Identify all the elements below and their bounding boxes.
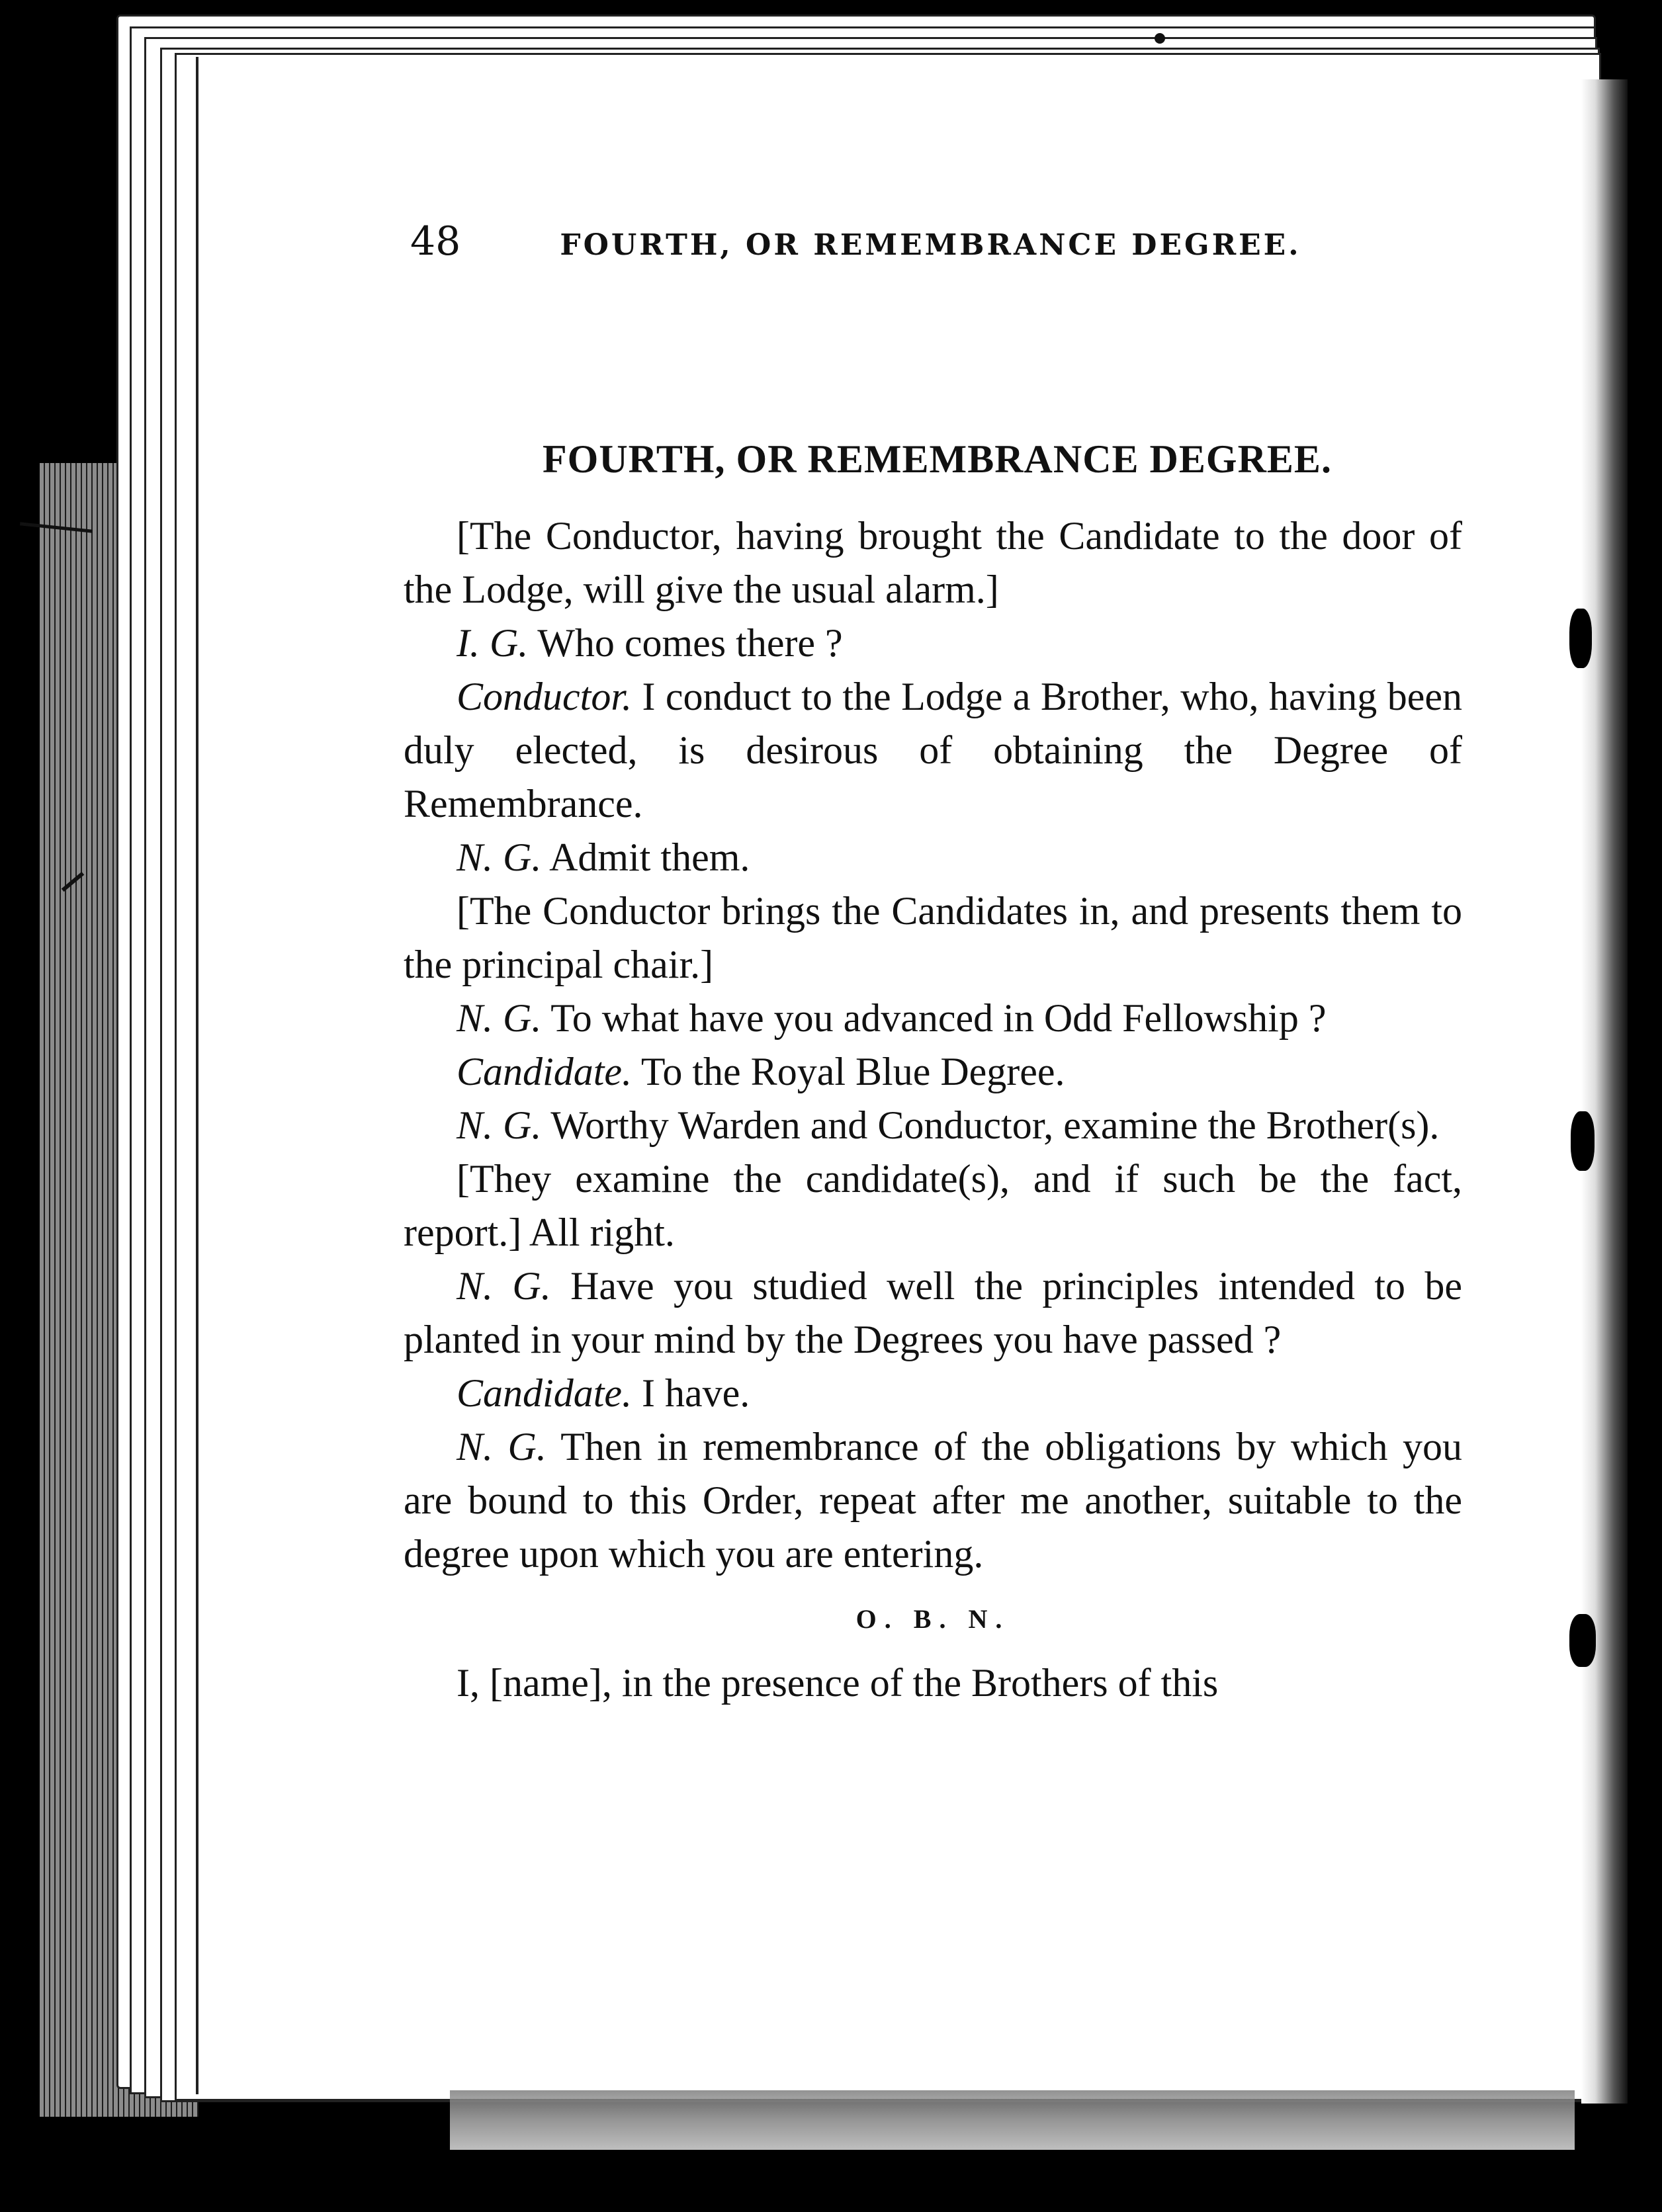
speaker-label: I. G. [457, 621, 529, 665]
binding-mark [1571, 1111, 1595, 1171]
speaker-label: N. G. [457, 835, 542, 879]
paragraph-text: I have. [642, 1371, 750, 1415]
paragraph-text: Have you studied well the principles intended to be planted in your mind by the Degrees you have passed ? [404, 1264, 1462, 1361]
running-head [410, 218, 1336, 271]
speaker-label: Candidate. [457, 1371, 632, 1415]
paragraph-text: Then in remembrance of the obligations by which you are bound to this Order, repeat after me another, suitable to the degree upon which you are entering. [404, 1425, 1462, 1576]
speaker-label: Candidate. [457, 1050, 632, 1093]
paragraph [404, 884, 1462, 992]
page-gutter-shadow [1581, 79, 1628, 2104]
page-number: 48 [410, 218, 461, 265]
paragraph [404, 992, 1462, 1045]
speaker-label: Conductor. [457, 675, 633, 718]
final-line: I, [name], in the presence of the Brothers of this [457, 1661, 1219, 1705]
paragraph-text: To the Royal Blue Degree. [640, 1050, 1065, 1093]
binding-mark [1569, 609, 1592, 668]
speaker-label: N. G. [457, 1103, 542, 1147]
paragraph [404, 1259, 1462, 1367]
binding-mark [1569, 1614, 1596, 1667]
speck [1155, 33, 1165, 44]
paragraph [404, 617, 1462, 670]
speaker-label: N. G. [457, 996, 542, 1040]
running-title: FOURTH, OR REMEMBRANCE DEGREE. [560, 228, 1301, 262]
paragraph-text: To what have you advanced in Odd Fellowship ? [550, 996, 1327, 1040]
right-background [1628, 0, 1662, 2212]
paragraph-text: [The Conductor, having brought the Candidate to the door of the Lodge, will give the usual alarm.] [404, 514, 1462, 611]
paragraph-text: [The Conductor brings the Candidates in, and presents them to the principal chair.] [404, 889, 1462, 986]
speaker-label: N. G. [457, 1425, 547, 1468]
paragraph-text: Worthy Warden and Conductor, examine the Brother(s). [550, 1103, 1440, 1147]
paragraph-text: [They examine the candidate(s), and if such be the fact, report.] All right. [404, 1157, 1462, 1254]
obn-heading: O. B. N. [855, 1604, 1010, 1634]
paragraph [404, 1152, 1462, 1259]
paragraph-text: Who comes there ? [537, 621, 843, 665]
body-text [404, 509, 1462, 1710]
speaker-label: N. G. [457, 1264, 551, 1308]
section-heading: FOURTH, OR REMEMBRANCE DEGREE. [543, 437, 1332, 481]
paragraph-text: Admit them. [549, 835, 750, 879]
bottom-page-smear [450, 2090, 1575, 2150]
paragraph [404, 1367, 1462, 1420]
paragraph [404, 1045, 1462, 1099]
paragraph [404, 1099, 1462, 1152]
paragraph [404, 1420, 1462, 1581]
paragraph-text: I conduct to the Lodge a Brother, who, having been duly elected, is desirous of obtaining the Degree of Remembrance. [404, 675, 1463, 826]
paragraph [404, 670, 1462, 831]
paragraph [404, 831, 1462, 884]
paragraph [404, 509, 1462, 617]
